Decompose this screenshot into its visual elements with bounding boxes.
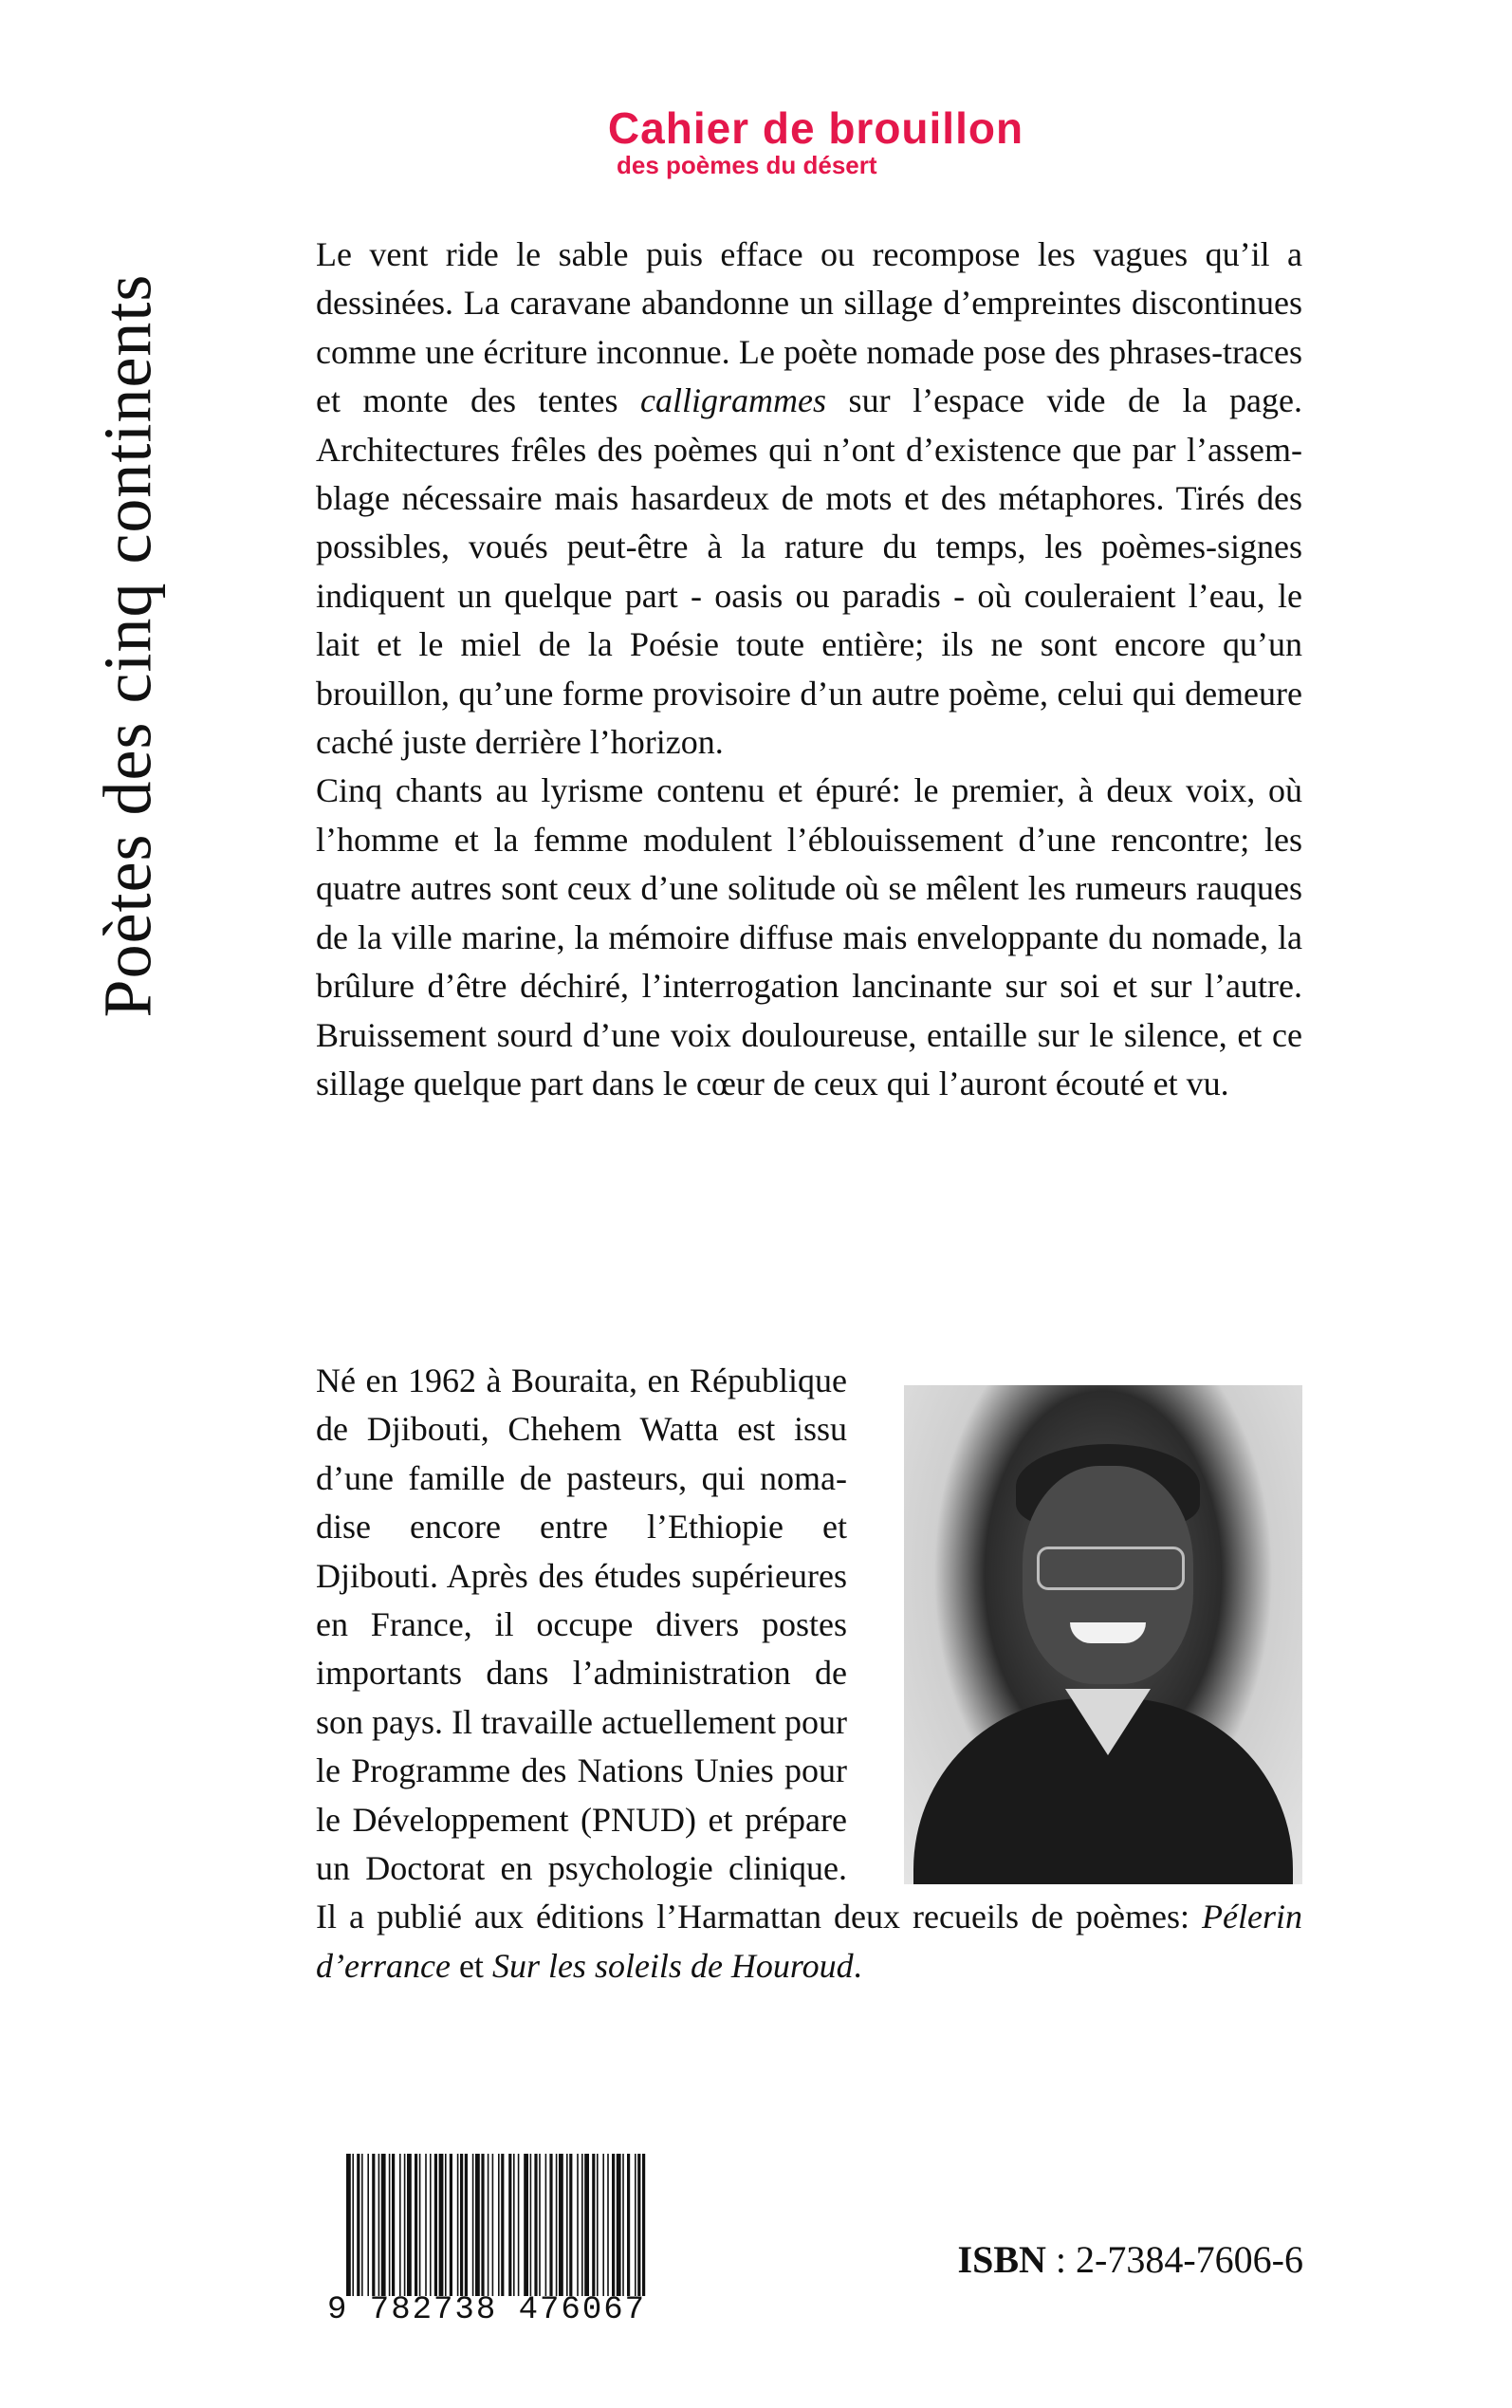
bio-book-1: Pélerin d’errance [316,1898,1302,1985]
book-blurb [316,231,1302,1108]
blurb-p1-italic: calligrammes [640,381,827,420]
blurb-p1-before: Le vent ride le sable puis efface ou recompose les vagues qu’il a dessinées. La caravane abandonne un sillage d’empreintes discontinues comme une écriture inconnue. Le poète nomade pose des phrases-traces et monte des tentes [316,235,1302,420]
author-photo [904,1385,1302,1884]
isbn-value: 2-7384-7606-6 [1076,2238,1303,2281]
barcode [327,2154,659,2328]
author-bio [316,1357,1302,1991]
barcode-digits: 9 782738 476067 [327,2292,647,2328]
isbn [958,2237,1303,2282]
bio-book-2: Sur les soleils de Houroud [491,1946,854,1985]
book-title: Cahier de brouillon [607,103,1024,153]
book-header [531,103,1100,180]
series-title-text: Poètes des cinq continents [89,273,166,1017]
isbn-label: ISBN [957,2238,1046,2281]
blurb-paragraph-1 [316,231,1302,767]
bio-end: . [853,1946,862,1985]
blurb-p1-after: sur l’espace vide de la page. Architectures frêles des poèmes qui n’ont d’existence que par l’assemblage nécessaire mais hasardeux de mots et des métaphores. Tirés des possibles, voués peut-être à la rature du temps, les poèmes-signes indiquent un quelque part - oasis ou paradis - où couleraient l’eau, le lait et le miel de la Poésie toute entière; ils ne sont encore qu’un brouillon, qu’une forme provisoire d’un autre poème, celui qui demeure caché juste derrière l’horizon. [316,381,1303,762]
book-subtitle: des poèmes du désert [617,151,877,179]
bio-connector: et [450,1946,492,1985]
bio-text: Né en 1962 à Bouraita, en République de Djibouti, Chehem Watta est issu d’une famille de pasteurs, qui nomadise encore entre l’Ethiopie et Djibouti. Après des études supérieures en France, il occupe divers postes importants dans l’administration de son pays. Il travaille actuellement pour le Programme des Nations Unies pour le Développement (PNUD) et prépare un Doctorat en psychologie clinique. Il a publié aux éditions l’Harmattan deux recueils de poèmes: [316,1361,1203,1936]
blurb-paragraph-2: Cinq chants au lyrisme contenu et épuré: le premier, à deux voix, où l’homme et la femme modulent l’éblouissement d’une rencontre; les quatre autres sont ceux d’une solitude où se mêlent les rumeurs rauques de la ville marine, la mémoire diffuse mais enveloppante du nomade, la brûlure d’être déchiré, l’interrogation lancinante sur soi et sur l’autre. Bruissement sourd d’une voix douloureuse, entaille sur le silence, et ce sillage quelque part dans le cœur de ceux qui l’auront écouté et vu. [316,771,1302,1102]
photo-glasses-shape [1037,1547,1185,1590]
series-title [71,190,185,1101]
photo-smile-shape [1070,1622,1146,1643]
barcode-bars [327,2154,659,2296]
isbn-separator: : [1045,2238,1077,2281]
